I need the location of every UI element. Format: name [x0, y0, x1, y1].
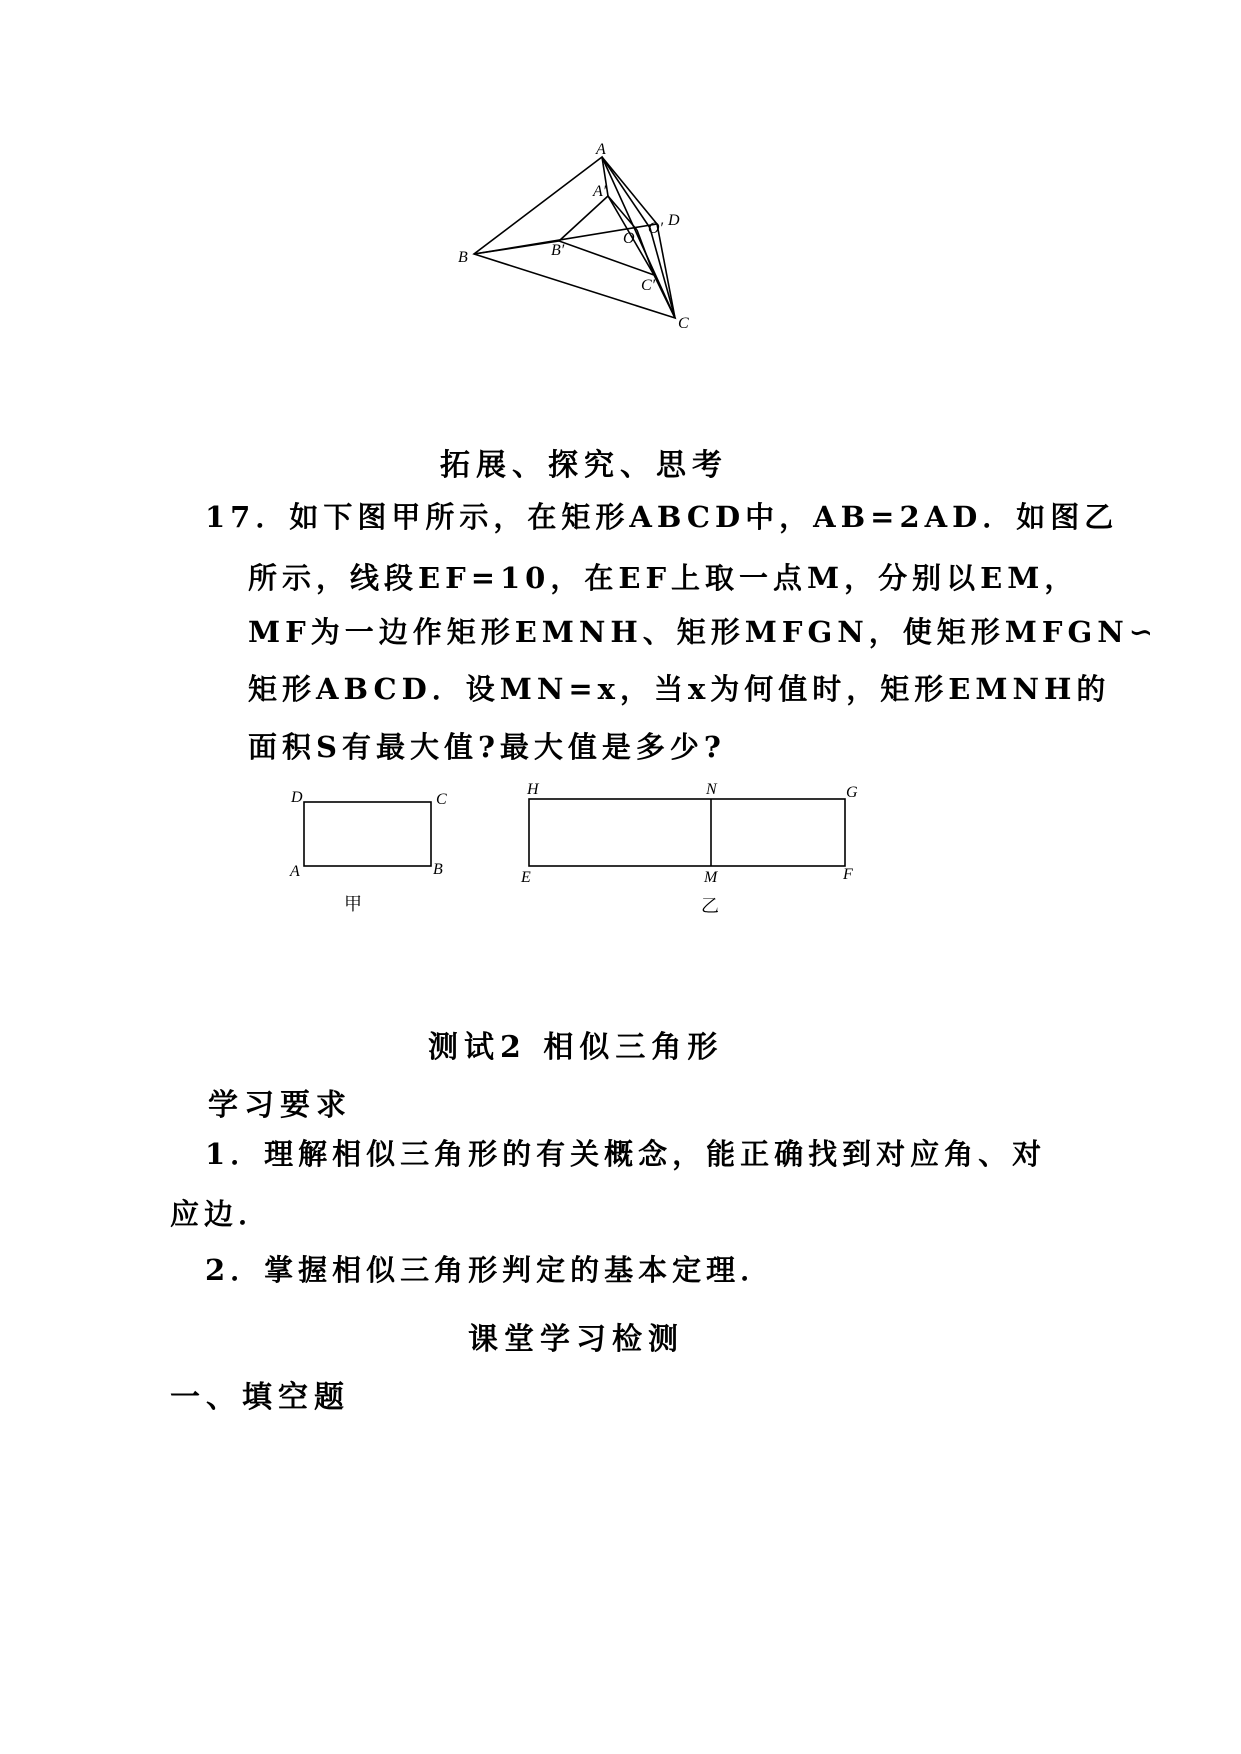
- section-extension-title: 拓展、探究、思考: [440, 448, 728, 483]
- label-yi-g: G: [846, 784, 858, 801]
- label-yi-f: F: [843, 866, 853, 883]
- problem-17-line-5: 面积S有最大值?最大值是多少?: [248, 730, 726, 764]
- problem-17-line-2: 所示，线段EF=10，在EF上取一点M，分别以EM，: [248, 561, 1079, 595]
- label-yi-m: M: [704, 869, 718, 886]
- label-a-prime: A′: [593, 183, 607, 200]
- label-b-prime: B′: [551, 242, 565, 259]
- label-o: O: [623, 230, 635, 247]
- label-yi-n: N: [706, 781, 717, 798]
- test2-title: 测试2 相似三角形: [428, 1030, 724, 1065]
- label-yi-e: E: [521, 869, 531, 886]
- label-d: D: [668, 212, 680, 229]
- label-yi-h: H: [527, 781, 539, 798]
- label-b: B: [458, 249, 468, 266]
- learning-requirements-title: 学习要求: [208, 1088, 352, 1123]
- label-a: A: [596, 141, 606, 158]
- label-jia-b: B: [433, 861, 443, 878]
- requirement-1-line-1: 1．理解相似三角形的有关概念，能正确找到对应角、对: [205, 1137, 1047, 1171]
- section-one-title: 一、填空题: [170, 1380, 350, 1415]
- caption-yi: 乙: [701, 896, 719, 917]
- caption-jia: 甲: [344, 894, 362, 915]
- label-c-prime: C′: [641, 277, 656, 294]
- label-o-prime: O′: [648, 220, 664, 237]
- problem-17-line-1: 17．如下图甲所示，在矩形ABCD中，AB=2AD．如图乙: [205, 500, 1119, 534]
- requirement-2: 2．掌握相似三角形判定的基本定理．: [205, 1253, 775, 1287]
- requirement-1-line-2: 应边．: [170, 1197, 273, 1231]
- problem-17-line-3: MF为一边作矩形EMNH、矩形MFGN，使矩形MFGN∽: [248, 615, 1159, 649]
- label-jia-a: A: [290, 863, 300, 880]
- label-c: C: [678, 315, 689, 332]
- classroom-check-title: 课堂学习检测: [468, 1322, 684, 1357]
- rectangle-efgh: [529, 799, 845, 866]
- problem-17-line-4: 矩形ABCD．设MN=x，当x为何值时，矩形EMNH的: [248, 672, 1111, 706]
- label-jia-d: D: [291, 789, 303, 806]
- label-jia-c: C: [436, 791, 447, 808]
